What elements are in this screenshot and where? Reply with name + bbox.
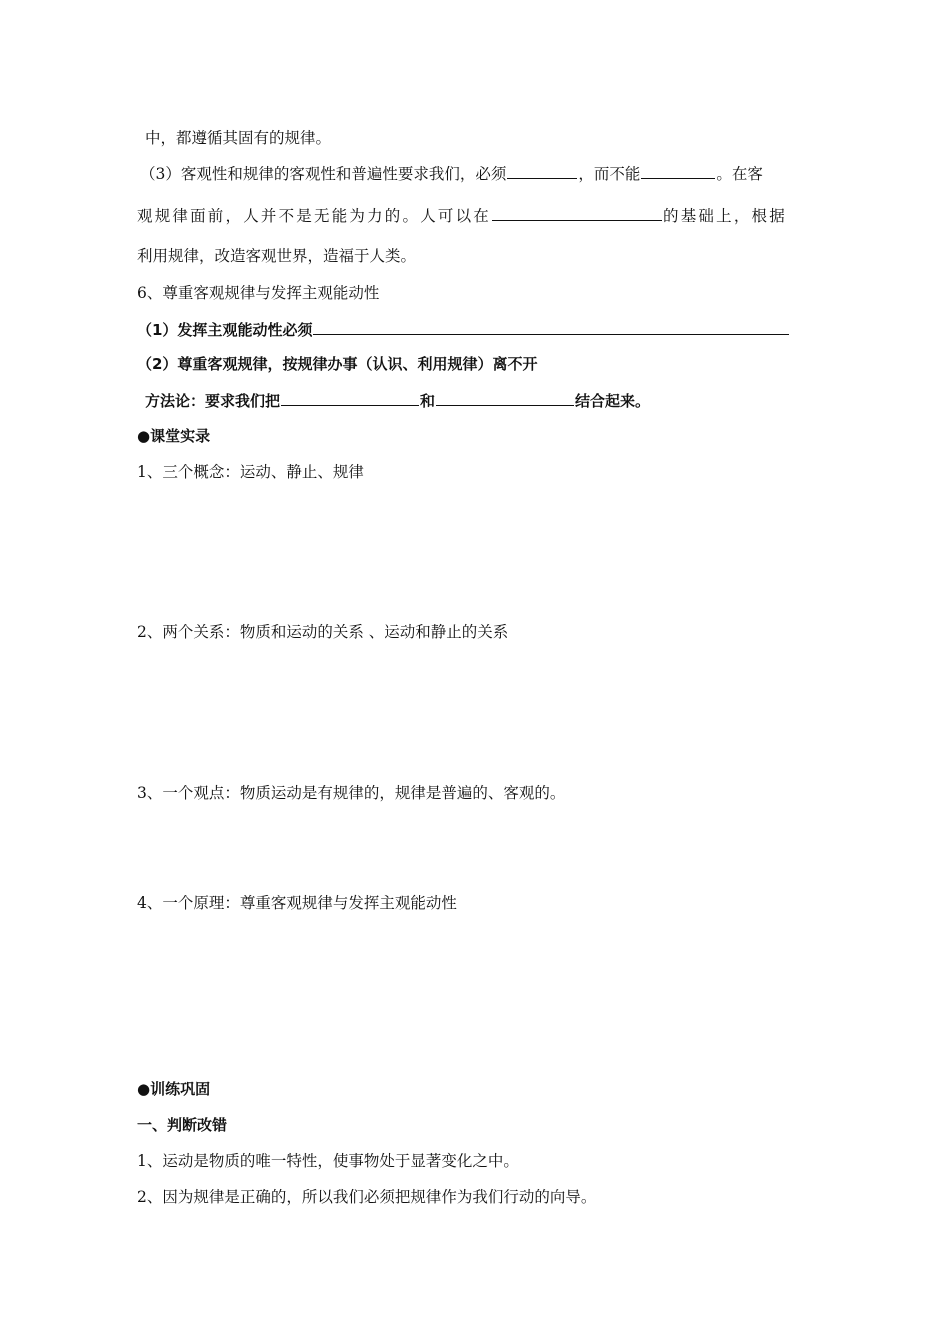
line-5: 6、尊重客观规律与发挥主观能动性 bbox=[137, 284, 380, 302]
train-question-1: 1、运动是物质的唯一特性，使事物处于显著变化之中。 bbox=[137, 1152, 519, 1170]
blank-5[interactable] bbox=[281, 390, 419, 406]
section-subheading-judge: 一、判断改错 bbox=[137, 1116, 228, 1134]
line-8 bbox=[145, 390, 650, 411]
line-2-text-c: 。在客 bbox=[716, 165, 763, 183]
blank-6[interactable] bbox=[436, 390, 574, 406]
blank-4[interactable] bbox=[313, 319, 789, 335]
class-item-2: 2、两个关系：物质和运动的关系 、运动和静止的关系 bbox=[137, 623, 509, 641]
line-3 bbox=[137, 205, 787, 226]
line-3-text-a: 观规律面前，人并不是无能为力的。人可以在 bbox=[137, 207, 492, 225]
blank-1[interactable] bbox=[507, 163, 577, 179]
line-4: 利用规律，改造客观世界，造福于人类。 bbox=[137, 247, 417, 265]
line-8-text-a: 方法论：要求我们把 bbox=[145, 392, 281, 410]
class-item-4: 4、一个原理：尊重客观规律与发挥主观能动性 bbox=[137, 894, 457, 912]
line-8-text-c: 结合起来。 bbox=[575, 392, 651, 410]
line-6 bbox=[137, 319, 790, 340]
line-2 bbox=[140, 163, 763, 184]
blank-3[interactable] bbox=[492, 205, 662, 221]
line-3-text-b: 的基础上，根据 bbox=[663, 207, 787, 225]
class-item-3: 3、一个观点：物质运动是有规律的，规律是普遍的、客观的。 bbox=[137, 784, 566, 802]
section-heading-train: ●训练巩固 bbox=[137, 1080, 211, 1098]
line-6-text: （1）发挥主观能动性必须 bbox=[137, 321, 313, 339]
section-heading-class: ●课堂实录 bbox=[137, 427, 211, 445]
line-2-text-b: ，而不能 bbox=[578, 165, 641, 183]
blank-2[interactable] bbox=[641, 163, 715, 179]
line-2-text-a: （3）客观性和规律的客观性和普遍性要求我们，必须 bbox=[140, 165, 507, 183]
train-question-2: 2、因为规律是正确的，所以我们必须把规律作为我们行动的向导。 bbox=[137, 1188, 597, 1206]
line-7: （2）尊重客观规律，按规律办事（认识、利用规律）离不开 bbox=[137, 355, 538, 373]
line-8-text-b: 和 bbox=[420, 392, 436, 410]
line-1: 中，都遵循其固有的规律。 bbox=[145, 129, 332, 147]
class-item-1: 1、三个概念：运动、静止、规律 bbox=[137, 463, 364, 481]
